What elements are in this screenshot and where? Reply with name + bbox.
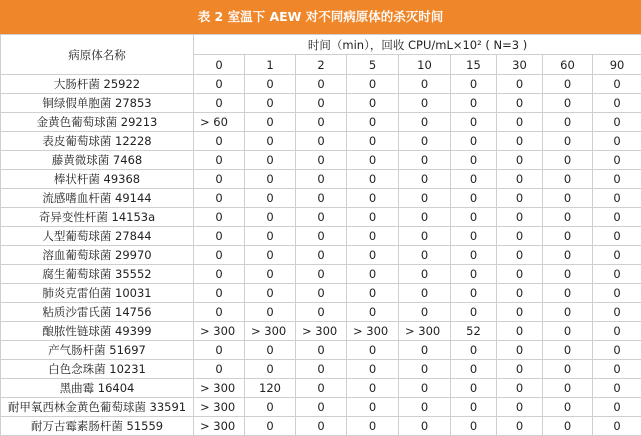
value-cell: 0 xyxy=(347,246,399,265)
value-cell: 0 xyxy=(593,322,641,341)
value-cell: 0 xyxy=(399,265,451,284)
value-cell: 0 xyxy=(296,303,347,322)
value-cell: 0 xyxy=(194,246,245,265)
value-cell: 0 xyxy=(543,265,593,284)
pathogen-name-cell: 奇异变性杆菌 14153a xyxy=(1,208,194,227)
value-cell: 0 xyxy=(451,94,497,113)
value-cell: 0 xyxy=(451,132,497,151)
pathogen-name-cell: 肺炎克雷伯菌 10031 xyxy=(1,284,194,303)
value-cell: 0 xyxy=(296,151,347,170)
value-cell: 0 xyxy=(347,265,399,284)
value-cell: 0 xyxy=(451,265,497,284)
value-cell: 0 xyxy=(451,208,497,227)
value-cell: 0 xyxy=(245,246,296,265)
value-cell: 0 xyxy=(194,208,245,227)
time-column-header: 2 xyxy=(296,55,347,75)
value-cell: 0 xyxy=(543,113,593,132)
time-group-header: 时间（min），回收 CPU/mL×10² ( N=3 ) xyxy=(194,35,641,55)
value-cell: 0 xyxy=(194,227,245,246)
time-column-header: 0 xyxy=(194,55,245,75)
table-row xyxy=(1,398,641,417)
value-cell: 0 xyxy=(296,398,347,417)
value-cell: 0 xyxy=(399,379,451,398)
value-cell: 0 xyxy=(296,75,347,94)
value-cell: 0 xyxy=(245,227,296,246)
value-cell: 0 xyxy=(194,341,245,360)
value-cell: 0 xyxy=(347,341,399,360)
value-cell: 0 xyxy=(347,189,399,208)
table-row xyxy=(1,132,641,151)
value-cell: 0 xyxy=(399,246,451,265)
value-cell: 0 xyxy=(399,284,451,303)
value-cell: 0 xyxy=(451,303,497,322)
value-cell: 0 xyxy=(194,94,245,113)
table-row xyxy=(1,151,641,170)
value-cell: 0 xyxy=(399,151,451,170)
value-cell: 0 xyxy=(194,303,245,322)
value-cell: 0 xyxy=(347,379,399,398)
value-cell: 0 xyxy=(593,284,641,303)
value-cell: 0 xyxy=(399,227,451,246)
value-cell: 0 xyxy=(399,132,451,151)
table-row xyxy=(1,170,641,189)
value-cell: 0 xyxy=(543,303,593,322)
value-cell: 0 xyxy=(194,189,245,208)
value-cell: 0 xyxy=(245,189,296,208)
time-column-header: 5 xyxy=(347,55,399,75)
value-cell: 0 xyxy=(543,132,593,151)
pathogen-name-cell: 表皮葡萄球菌 12228 xyxy=(1,132,194,151)
value-cell: 0 xyxy=(245,398,296,417)
time-column-header: 60 xyxy=(543,55,593,75)
time-column-header: 90 xyxy=(593,55,641,75)
value-cell: 0 xyxy=(399,398,451,417)
value-cell: 0 xyxy=(347,360,399,379)
value-cell: 0 xyxy=(347,75,399,94)
value-cell: 0 xyxy=(296,189,347,208)
value-cell: 0 xyxy=(497,227,543,246)
value-cell: 0 xyxy=(347,227,399,246)
value-cell: 0 xyxy=(245,170,296,189)
value-cell: 0 xyxy=(593,113,641,132)
value-cell: 0 xyxy=(451,341,497,360)
value-cell: 0 xyxy=(543,360,593,379)
value-cell: > 300 xyxy=(194,398,245,417)
table-row xyxy=(1,265,641,284)
value-cell: 0 xyxy=(245,132,296,151)
value-cell: 0 xyxy=(194,151,245,170)
value-cell: 0 xyxy=(451,113,497,132)
value-cell: 0 xyxy=(245,417,296,436)
value-cell: 0 xyxy=(399,341,451,360)
value-cell: 0 xyxy=(497,94,543,113)
value-cell: 0 xyxy=(543,208,593,227)
table-row xyxy=(1,208,641,227)
value-cell: 0 xyxy=(347,398,399,417)
value-cell: 0 xyxy=(497,246,543,265)
value-cell: 0 xyxy=(399,189,451,208)
value-cell: 0 xyxy=(347,113,399,132)
value-cell: 0 xyxy=(296,132,347,151)
value-cell: 52 xyxy=(451,322,497,341)
value-cell: 0 xyxy=(296,417,347,436)
value-cell: > 300 xyxy=(399,322,451,341)
pathogen-name-cell: 溶血葡萄球菌 29970 xyxy=(1,246,194,265)
pathogen-name-cell: 铜绿假单胞菌 27853 xyxy=(1,94,194,113)
value-cell: 0 xyxy=(194,360,245,379)
value-cell: 0 xyxy=(399,94,451,113)
value-cell: 0 xyxy=(543,417,593,436)
time-column-header: 30 xyxy=(497,55,543,75)
value-cell: 0 xyxy=(497,170,543,189)
pathogen-name-cell: 人型葡萄球菌 27844 xyxy=(1,227,194,246)
value-cell: 0 xyxy=(497,75,543,94)
value-cell: 0 xyxy=(399,113,451,132)
value-cell: 0 xyxy=(543,322,593,341)
value-cell: 0 xyxy=(451,284,497,303)
value-cell: 0 xyxy=(296,208,347,227)
value-cell: 0 xyxy=(296,170,347,189)
value-cell: 0 xyxy=(296,360,347,379)
value-cell: 0 xyxy=(497,284,543,303)
value-cell: 0 xyxy=(347,94,399,113)
table-body xyxy=(1,75,641,436)
value-cell: 0 xyxy=(497,360,543,379)
value-cell: 0 xyxy=(399,170,451,189)
value-cell: > 300 xyxy=(245,322,296,341)
value-cell: 0 xyxy=(543,227,593,246)
value-cell: 0 xyxy=(347,284,399,303)
value-cell: 0 xyxy=(347,417,399,436)
table-title: 表 2 室温下 AEW 对不同病原体的杀灭时间 xyxy=(0,0,641,34)
kill-time-table xyxy=(0,34,641,436)
value-cell: 0 xyxy=(451,227,497,246)
value-cell: 0 xyxy=(194,75,245,94)
value-cell: 0 xyxy=(451,75,497,94)
table-row xyxy=(1,341,641,360)
value-cell: 0 xyxy=(245,303,296,322)
value-cell: 0 xyxy=(245,284,296,303)
time-column-header: 10 xyxy=(399,55,451,75)
value-cell: 0 xyxy=(347,170,399,189)
table-row xyxy=(1,303,641,322)
pathogen-name-cell: 大肠杆菌 25922 xyxy=(1,75,194,94)
value-cell: 0 xyxy=(543,284,593,303)
value-cell: 0 xyxy=(245,113,296,132)
value-cell: 0 xyxy=(593,246,641,265)
value-cell: 0 xyxy=(593,417,641,436)
table-row xyxy=(1,75,641,94)
table-row xyxy=(1,379,641,398)
pathogen-name-cell: 藤黄微球菌 7468 xyxy=(1,151,194,170)
time-column-header: 1 xyxy=(245,55,296,75)
value-cell: 0 xyxy=(543,151,593,170)
value-cell: 0 xyxy=(451,151,497,170)
value-cell: > 300 xyxy=(194,379,245,398)
value-cell: 0 xyxy=(593,170,641,189)
value-cell: 0 xyxy=(593,303,641,322)
table-row xyxy=(1,322,641,341)
pathogen-name-cell: 耐万古霉素肠杆菌 51559 xyxy=(1,417,194,436)
value-cell: 0 xyxy=(296,246,347,265)
value-cell: 0 xyxy=(497,322,543,341)
value-cell: 0 xyxy=(593,398,641,417)
value-cell: 0 xyxy=(399,208,451,227)
value-cell: 0 xyxy=(451,246,497,265)
value-cell: 0 xyxy=(497,398,543,417)
value-cell: 0 xyxy=(451,417,497,436)
table-row xyxy=(1,360,641,379)
value-cell: 0 xyxy=(245,151,296,170)
value-cell: 0 xyxy=(593,94,641,113)
value-cell: > 60 xyxy=(194,113,245,132)
table-row xyxy=(1,246,641,265)
value-cell: 0 xyxy=(451,379,497,398)
value-cell: 0 xyxy=(296,113,347,132)
pathogen-name-cell: 腐生葡萄球菌 35552 xyxy=(1,265,194,284)
value-cell: 0 xyxy=(543,398,593,417)
value-cell: 0 xyxy=(593,132,641,151)
value-cell: 0 xyxy=(347,303,399,322)
pathogen-name-cell: 黑曲霉 16404 xyxy=(1,379,194,398)
pathogen-name-cell: 白色念珠菌 10231 xyxy=(1,360,194,379)
value-cell: 0 xyxy=(451,360,497,379)
value-cell: 0 xyxy=(399,360,451,379)
pathogen-name-cell: 粘质沙雷氏菌 14756 xyxy=(1,303,194,322)
pathogen-name-cell: 耐甲氧西林金黄色葡萄球菌 33591 xyxy=(1,398,194,417)
value-cell: 0 xyxy=(543,246,593,265)
value-cell: 0 xyxy=(347,208,399,227)
value-cell: 0 xyxy=(399,417,451,436)
table-row xyxy=(1,417,641,436)
value-cell: 0 xyxy=(451,398,497,417)
value-cell: 0 xyxy=(543,379,593,398)
value-cell: 0 xyxy=(296,341,347,360)
value-cell: 0 xyxy=(347,151,399,170)
value-cell: 0 xyxy=(194,284,245,303)
value-cell: 0 xyxy=(497,303,543,322)
value-cell: 0 xyxy=(593,189,641,208)
value-cell: 0 xyxy=(497,417,543,436)
value-cell: 0 xyxy=(194,170,245,189)
time-column-header: 15 xyxy=(451,55,497,75)
table-row xyxy=(1,189,641,208)
value-cell: 0 xyxy=(543,170,593,189)
value-cell: 0 xyxy=(245,360,296,379)
pathogen-name-cell: 棒状杆菌 49368 xyxy=(1,170,194,189)
value-cell: 0 xyxy=(245,94,296,113)
value-cell: 0 xyxy=(593,341,641,360)
value-cell: 0 xyxy=(399,303,451,322)
pathogen-name-cell: 流感嗜血杆菌 49144 xyxy=(1,189,194,208)
value-cell: 0 xyxy=(296,94,347,113)
pathogen-name-cell: 酿脓性链球菌 49399 xyxy=(1,322,194,341)
value-cell: 0 xyxy=(543,94,593,113)
value-cell: 0 xyxy=(543,189,593,208)
value-cell: 0 xyxy=(497,189,543,208)
value-cell: > 300 xyxy=(347,322,399,341)
value-cell: 0 xyxy=(593,75,641,94)
value-cell: 0 xyxy=(245,75,296,94)
value-cell: 0 xyxy=(593,360,641,379)
value-cell: 0 xyxy=(543,341,593,360)
value-cell: 0 xyxy=(399,75,451,94)
value-cell: > 300 xyxy=(194,322,245,341)
value-cell: 120 xyxy=(245,379,296,398)
value-cell: 0 xyxy=(296,284,347,303)
value-cell: 0 xyxy=(245,208,296,227)
value-cell: 0 xyxy=(593,379,641,398)
value-cell: 0 xyxy=(194,132,245,151)
table-row xyxy=(1,113,641,132)
value-cell: 0 xyxy=(593,208,641,227)
value-cell: 0 xyxy=(245,341,296,360)
value-cell: 0 xyxy=(497,113,543,132)
value-cell: 0 xyxy=(347,132,399,151)
value-cell: 0 xyxy=(451,170,497,189)
value-cell: > 300 xyxy=(296,322,347,341)
value-cell: 0 xyxy=(245,265,296,284)
value-cell: 0 xyxy=(296,265,347,284)
table-row xyxy=(1,284,641,303)
value-cell: 0 xyxy=(497,132,543,151)
value-cell: 0 xyxy=(497,265,543,284)
value-cell: 0 xyxy=(296,379,347,398)
value-cell: 0 xyxy=(497,341,543,360)
pathogen-name-cell: 金黄色葡萄球菌 29213 xyxy=(1,113,194,132)
pathogen-name-cell: 产气肠杆菌 51697 xyxy=(1,341,194,360)
table-row xyxy=(1,94,641,113)
value-cell: 0 xyxy=(194,265,245,284)
value-cell: > 300 xyxy=(194,417,245,436)
table-row xyxy=(1,227,641,246)
value-cell: 0 xyxy=(593,265,641,284)
value-cell: 0 xyxy=(543,75,593,94)
value-cell: 0 xyxy=(296,227,347,246)
value-cell: 0 xyxy=(593,151,641,170)
pathogen-header: 病原体名称 xyxy=(1,35,194,75)
value-cell: 0 xyxy=(451,189,497,208)
value-cell: 0 xyxy=(593,227,641,246)
value-cell: 0 xyxy=(497,208,543,227)
value-cell: 0 xyxy=(497,379,543,398)
value-cell: 0 xyxy=(497,151,543,170)
